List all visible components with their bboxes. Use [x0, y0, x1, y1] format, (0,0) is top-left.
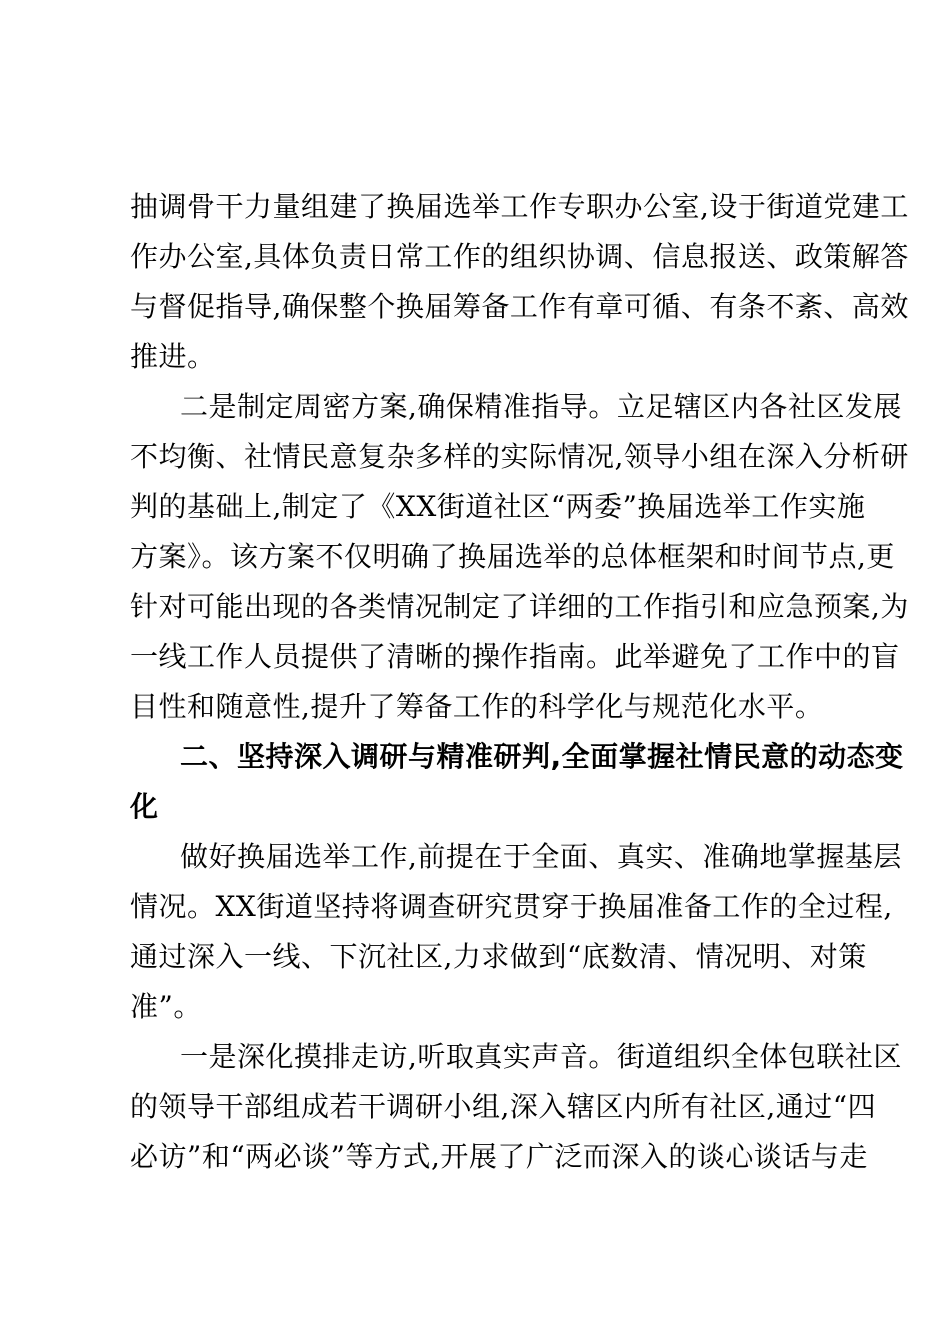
text-line: 判的基础上,制定了《XX街道社区“两委”换届选举工作实施: [130, 490, 866, 523]
text-line: 方案》。该方案不仅明确了换届选举的总体框架和时间节点,更: [130, 540, 895, 573]
text-line: 做好换届选举工作,前提在于全面、真实、准确地掌握基层: [180, 840, 902, 873]
text-line: 准”。: [130, 990, 202, 1023]
text-line: 针对可能出现的各类情况制定了详细的工作指引和应急预案,为: [130, 590, 909, 623]
text-line: 不均衡、社情民意复杂多样的实际情况,领导小组在深入分析研: [130, 440, 909, 473]
text-line: 推进。: [130, 340, 216, 373]
text-line: 情况。XX街道坚持将调查研究贯穿于换届准备工作的全过程,: [130, 890, 893, 923]
heading-line: 二、坚持深入调研与精准研判,全面掌握社情民意的动态变: [180, 740, 904, 773]
text-line: 的领导干部组成若干调研小组,深入辖区内所有社区,通过“四: [130, 1090, 877, 1123]
text-line: 作办公室,具体负责日常工作的组织协调、信息报送、政策解答: [130, 240, 909, 273]
text-line: 目性和随意性,提升了筹备工作的科学化与规范化水平。: [130, 690, 824, 723]
text-line: 抽调骨干力量组建了换届选举工作专职办公室,设于街道党建工: [130, 190, 909, 223]
text-line: 二是制定周密方案,确保精准指导。立足辖区内各社区发展: [180, 390, 902, 423]
heading-line: 化: [130, 790, 159, 823]
text-line: 通过深入一线、下沉社区,力求做到“底数清、情况明、对策: [130, 940, 867, 973]
text-line: 与督促指导,确保整个换届筹备工作有章可循、有条不紊、高效: [130, 290, 909, 323]
text-line: 必访”和“两必谈”等方式,开展了广泛而深入的谈心谈话与走: [130, 1140, 868, 1173]
text-line: 一是深化摸排走访,听取真实声音。街道组织全体包联社区: [180, 1040, 902, 1073]
text-line: 一线工作人员提供了清晰的操作指南。此举避免了工作中的盲: [130, 640, 900, 673]
